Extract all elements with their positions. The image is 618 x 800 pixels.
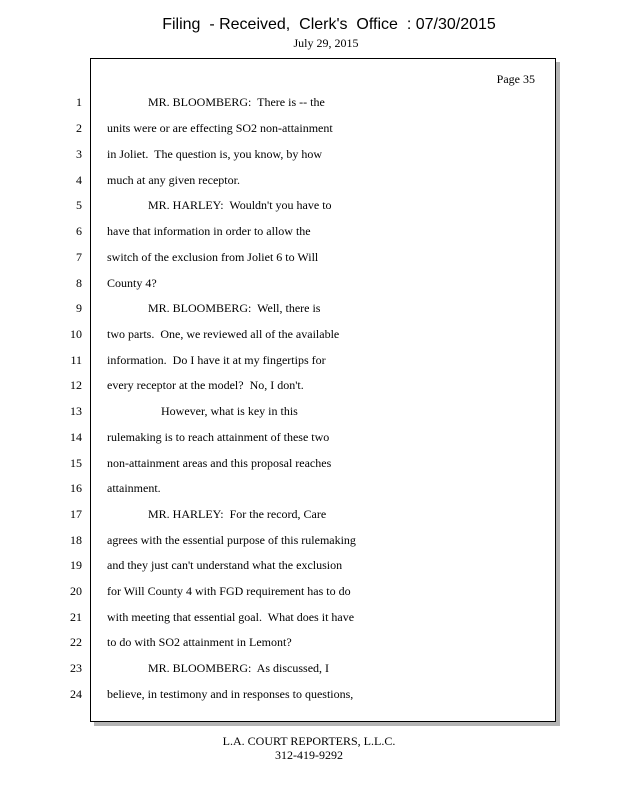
line-number: 22 (70, 635, 82, 649)
line-number: 4 (76, 173, 82, 187)
transcript-line: for Will County 4 with FGD requirement has to do (107, 584, 351, 598)
footer-company: L.A. COURT REPORTERS, L.L.C. (222, 734, 396, 748)
line-number: 14 (70, 430, 82, 444)
transcript-line: agrees with the essential purpose of this rulemaking (107, 533, 356, 547)
transcript-line: switch of the exclusion from Joliet 6 to Will (107, 250, 319, 264)
line-number: 23 (70, 661, 82, 675)
transcript-line: and they just can't understand what the exclusion (107, 558, 343, 572)
transcript-line: attainment. (107, 481, 161, 495)
transcript-line: in Joliet. The question is, you know, by how (107, 147, 322, 161)
line-number: 6 (76, 224, 82, 238)
line-number: 17 (70, 507, 82, 521)
transcript-line: MR. HARLEY: For the record, Care (148, 507, 327, 521)
transcript-line: non-attainment areas and this proposal reaches (107, 456, 332, 470)
transcript-line: However, what is key in this (161, 404, 298, 418)
line-number: 13 (70, 404, 82, 418)
transcript-line: believe, in testimony and in responses to questions, (107, 687, 354, 701)
line-number: 5 (76, 198, 82, 212)
transcript-line: County 4? (107, 276, 157, 290)
footer-phone: 312-419-9292 (275, 748, 343, 762)
line-number: 20 (70, 584, 82, 598)
transcript-line: information. Do I have it at my fingertips for (107, 353, 326, 367)
line-number: 24 (70, 687, 82, 701)
line-number: 8 (76, 276, 82, 290)
line-number: 11 (70, 353, 82, 367)
filing-stamp: Filing - Received, Clerk's Office : 07/30/2015 (162, 16, 496, 33)
transcript-line: two parts. One, we reviewed all of the available (107, 327, 340, 341)
transcript-line: MR. HARLEY: Wouldn't you have to (148, 198, 332, 212)
header-date: July 29, 2015 (293, 36, 359, 50)
transcript-line: with meeting that essential goal. What does it have (107, 610, 355, 624)
line-number: 15 (70, 456, 82, 470)
transcript-line: every receptor at the model? No, I don't. (107, 378, 304, 392)
transcript-line: to do with SO2 attainment in Lemont? (107, 635, 292, 649)
line-number: 12 (70, 378, 82, 392)
page-number: Page 35 (496, 72, 535, 86)
line-number: 18 (70, 533, 82, 547)
line-number: 7 (76, 250, 82, 264)
transcript-line: units were or are effecting SO2 non-attainment (107, 121, 333, 135)
transcript-line: MR. BLOOMBERG: Well, there is (148, 301, 321, 315)
line-number: 10 (70, 327, 82, 341)
line-number: 3 (76, 147, 82, 161)
line-number: 19 (70, 558, 82, 572)
transcript-line: rulemaking is to reach attainment of these two (107, 430, 330, 444)
transcript-line: much at any given receptor. (107, 173, 240, 187)
transcript-line: MR. BLOOMBERG: There is -- the (148, 95, 325, 109)
line-number: 16 (70, 481, 82, 495)
transcript-line: have that information in order to allow the (107, 224, 311, 238)
line-number: 9 (76, 301, 82, 315)
line-number: 1 (76, 95, 82, 109)
line-number: 21 (70, 610, 82, 624)
line-number: 2 (76, 121, 82, 135)
transcript-line: MR. BLOOMBERG: As discussed, I (148, 661, 330, 675)
